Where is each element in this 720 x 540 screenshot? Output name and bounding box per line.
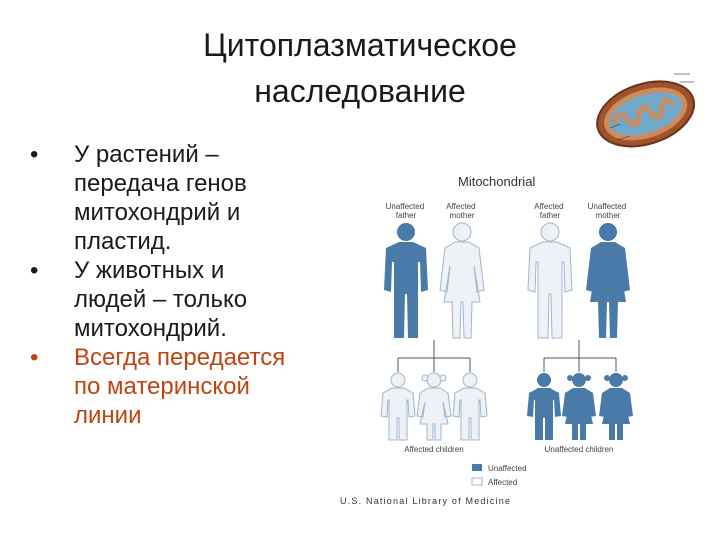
title-line-2: наследование (254, 73, 466, 109)
left-mother-figure (440, 223, 484, 338)
pedigree-heading: Mitochondrial (458, 174, 536, 189)
left-family-connector (398, 340, 470, 372)
right-mother-label-line1: Unaffected (587, 202, 627, 211)
right-mother-label (588, 202, 629, 220)
legend-unaffected-label: Unaffected (488, 464, 527, 473)
left-child-boy-figure (381, 373, 415, 440)
left-father-label-line1: Unaffected (385, 202, 425, 211)
bullet-text: У растений – передача генов митохондрий и пластид. (74, 141, 247, 255)
left-mother-label-line2: mother (449, 211, 475, 220)
bullet-item (30, 343, 300, 430)
left-mother-label-line1: Affected (446, 202, 476, 211)
left-father-label-line2: father (395, 211, 417, 220)
mitochondrion-illustration (590, 62, 710, 154)
left-child-girl-figure (417, 373, 451, 440)
right-father-label-line2: father (539, 211, 561, 220)
right-children-label: Unaffected children (544, 445, 614, 454)
bullet-dot-icon: • (30, 344, 39, 371)
right-child-girl-figure (599, 373, 633, 440)
source-credit: U.S. National Library of Medicine (340, 496, 512, 506)
mitochondrial-pedigree-diagram (360, 160, 660, 500)
bullet-dot-icon: • (30, 141, 39, 168)
bullet-text: У животных и людей – только митохондрий. (74, 257, 248, 342)
right-mother-label-line2: mother (595, 211, 621, 220)
left-children-label: Affected children (404, 445, 464, 454)
right-family-connector (544, 340, 616, 372)
title-line-1: Цитоплазматическое (203, 27, 517, 63)
left-child-boy-figure (453, 373, 487, 440)
slide-title (150, 22, 570, 114)
right-father-label-line1: Affected (534, 202, 564, 211)
bullet-text: Всегда передается по материнской линии (74, 344, 286, 429)
right-mother-figure (586, 223, 630, 338)
right-father-label (534, 202, 565, 220)
legend-unaffected-swatch (472, 464, 482, 471)
legend-affected-label: Affected (488, 478, 518, 487)
legend-affected-swatch (472, 478, 482, 485)
right-child-boy-figure (527, 373, 561, 440)
right-father-figure (528, 223, 572, 338)
right-child-girl-figure (562, 373, 596, 440)
bullet-item (30, 140, 300, 256)
left-father-label (386, 202, 427, 220)
bullet-dot-icon: • (30, 257, 39, 284)
bullet-list (30, 140, 300, 430)
left-mother-label (446, 202, 477, 220)
left-father-figure (384, 223, 428, 338)
bullet-item (30, 256, 300, 343)
